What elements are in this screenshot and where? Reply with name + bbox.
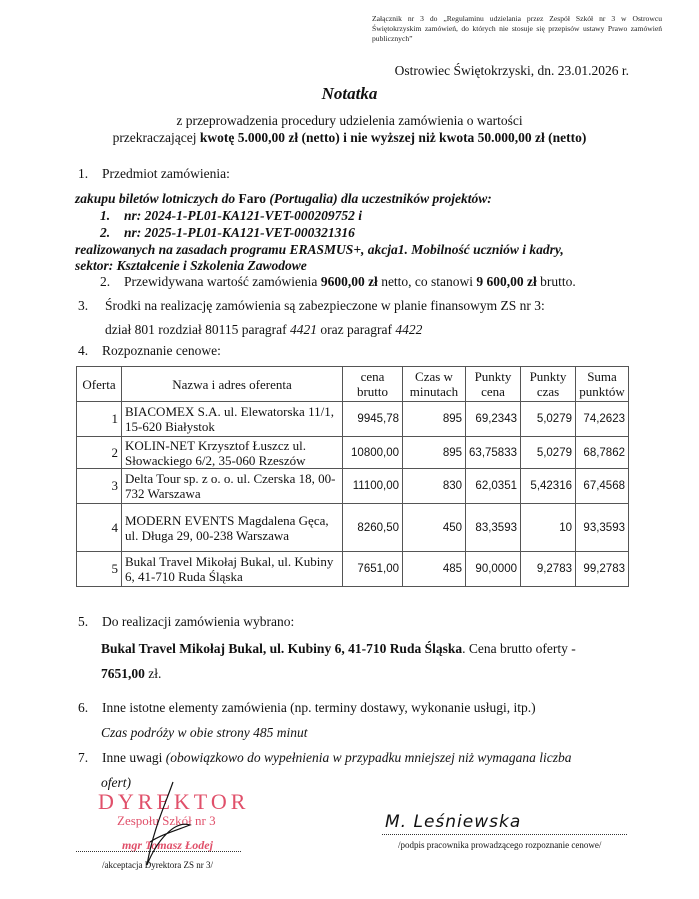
section-5-heading [78, 614, 294, 630]
offer-number: 1 [77, 402, 122, 437]
price-cell: 10800,00 [343, 437, 403, 469]
selected-offer [101, 641, 576, 657]
table-row [77, 504, 629, 552]
employee-signature-caption: /podpis pracownika prowadzącego rozpoznanie cenowe/ [398, 840, 602, 850]
gross-value: 9 600,00 zł [476, 274, 537, 289]
paragraph-code: 4421 [290, 322, 318, 337]
table-header-row [77, 367, 629, 402]
section-4-heading [78, 343, 221, 359]
table-row [77, 552, 629, 587]
project-item-2 [100, 225, 355, 241]
section-number: 2. [100, 274, 111, 289]
project-number: 1. [100, 208, 111, 223]
subtitle-prefix: przekraczającej [112, 130, 200, 145]
price-points-cell: 90,0000 [466, 552, 521, 587]
sector-line: sektor: Kształcenie i Szkolenia Zawodowe [75, 258, 307, 273]
director-stamp-school: Zespołu Szkół nr 3 [117, 813, 216, 828]
col-price-points: Punkty cena [466, 367, 521, 402]
section-3 [78, 298, 545, 314]
offer-number: 4 [77, 504, 122, 552]
price-label: . Cena brutto oferty - [462, 641, 576, 656]
table-row [77, 437, 629, 469]
document-title: Notatka [321, 84, 378, 103]
section-label: Przedmiot zamówienia: [102, 166, 230, 181]
section-number: 6. [78, 700, 89, 715]
time-cell: 450 [403, 504, 466, 552]
total-cell: 67,4568 [576, 469, 629, 504]
budget-text: dział 801 rozdział 80115 paragraf [105, 322, 291, 337]
selected-price [101, 666, 161, 682]
director-stamp-title: DYREKTOR [98, 789, 250, 814]
price-points-cell: 63,75833 [466, 437, 521, 469]
total-cell: 68,7862 [576, 437, 629, 469]
section-number: 5. [78, 614, 89, 629]
col-name: Nazwa i adres oferenta [122, 367, 343, 402]
table-row [77, 402, 629, 437]
time-cell: 830 [403, 469, 466, 504]
time-points-cell: 5,42316 [521, 469, 576, 504]
bidder-name: BIACOMEX S.A. ul. Elewatorska 11/1, 15-620 Białystok [122, 402, 343, 437]
price-points-cell: 69,2343 [466, 402, 521, 437]
bidder-name: Delta Tour sp. z o. o. ul. Czerska 18, 00-732 Warszawa [122, 469, 343, 504]
section-7-note-cont: ofert) [101, 775, 131, 790]
price-cell: 7651,00 [343, 552, 403, 587]
time-points-cell: 5,0279 [521, 402, 576, 437]
section-2 [100, 274, 576, 290]
time-cell: 895 [403, 402, 466, 437]
col-time-points: Punkty czas [521, 367, 576, 402]
subject-text: zakupu biletów lotniczych do [75, 191, 239, 206]
section-6-heading [78, 700, 536, 716]
section-number: 3. [78, 298, 89, 313]
price-comparison-table [76, 366, 629, 587]
col-offer: Oferta [77, 367, 122, 402]
order-subject [75, 191, 492, 207]
time-points-cell: 5,0279 [521, 437, 576, 469]
price-cell: 11100,00 [343, 469, 403, 504]
section-text: netto, co stanowi [377, 274, 477, 289]
destination: Faro [238, 191, 267, 206]
director-acceptance-caption: /akceptacja Dyrektora ZS nr 3/ [102, 860, 213, 870]
program-line: realizowanych na zasadach programu ERASMUS+, akcja1. Mobilność uczniów i kadry, [75, 242, 564, 257]
subtitle-line2 [0, 130, 699, 146]
signature-line-right [382, 833, 627, 835]
section-number: 4. [78, 343, 89, 358]
section-note: (obowiązkowo do wypełnienia w przypadku mniejszej niż wymagana liczba [165, 750, 572, 765]
project-item-1 [100, 208, 362, 224]
section-label: Do realizacji zamówienia wybrano: [102, 614, 295, 629]
currency: zł. [144, 666, 162, 681]
price-cell: 9945,78 [343, 402, 403, 437]
bidder-name: KOLIN-NET Krzysztof Łuszcz ul. Słowackiego 6/2, 35-060 Rzeszów [122, 437, 343, 469]
winner-name: Bukal Travel Mikołaj Bukal, ul. Kubiny 6, 41-710 Ruda Śląska [101, 641, 463, 656]
director-stamp-name: mgr Tomasz Łodej [122, 838, 213, 852]
employee-signature: M. Leśniewska [385, 812, 522, 832]
winner-price: 7651,00 [101, 666, 145, 681]
paragraph-code: 4422 [395, 322, 423, 337]
price-points-cell: 83,3593 [466, 504, 521, 552]
project-number: 2. [100, 225, 111, 240]
section-text: brutto. [536, 274, 576, 289]
col-total: Suma punktów [576, 367, 629, 402]
subtitle-amount-range: kwotę 5.000,00 zł (netto) i nie wyższej niż kwota 50.000,00 zł (netto) [199, 130, 587, 145]
offer-number: 3 [77, 469, 122, 504]
budget-text: oraz paragraf [317, 322, 396, 337]
price-cell: 8260,50 [343, 504, 403, 552]
section-number: 1. [78, 166, 89, 181]
place-date: Ostrowiec Świętokrzyski, dn. 23.01.2026 r. [394, 63, 629, 78]
section-text: Przewidywana wartość zamówienia [124, 274, 321, 289]
section-7-heading [78, 750, 571, 766]
total-cell: 74,2623 [576, 402, 629, 437]
offer-number: 5 [77, 552, 122, 587]
net-value: 9600,00 zł [320, 274, 378, 289]
budget-classification [105, 322, 422, 338]
section-label: Inne uwagi [102, 750, 166, 765]
table-row [77, 469, 629, 504]
section-label: Inne istotne elementy zamówienia (np. terminy dostawy, wykonanie usługi, itp.) [102, 700, 536, 715]
time-cell: 895 [403, 437, 466, 469]
price-points-cell: 62,0351 [466, 469, 521, 504]
project-code: nr: 2025-1-PL01-KA121-VET-000321316 [124, 225, 355, 240]
section-1-heading [78, 166, 230, 182]
time-points-cell: 9,2783 [521, 552, 576, 587]
subject-text-end: (Portugalia) dla uczestników projektów: [266, 191, 492, 206]
col-price: cena brutto [343, 367, 403, 402]
bidder-name: Bukal Travel Mikołaj Bukal, ul. Kubiny 6, 41-710 Ruda Śląska [122, 552, 343, 587]
project-code: nr: 2024-1-PL01-KA121-VET-000209752 i [124, 208, 363, 223]
section-number: 7. [78, 750, 89, 765]
section-text: Środki na realizację zamówienia są zabezpieczone w planie finansowym ZS nr 3: [105, 298, 545, 313]
handwritten-signature-icon [135, 780, 195, 870]
subtitle-line1: z przeprowadzenia procedury udzielenia zamówienia o wartości [176, 113, 523, 128]
col-time: Czas w minutach [403, 367, 466, 402]
annex-note: Załącznik nr 3 do „Regulaminu udzielania przez Zespół Szkół nr 3 w Ostrowcu Świętokrzyskim zamówień, do których nie stosuje się przepisów ustawy Prawo zamówień publicznych” [372, 14, 662, 43]
signature-line-left [76, 850, 241, 852]
section-label: Rozpoznanie cenowe: [102, 343, 221, 358]
total-cell: 99,2783 [576, 552, 629, 587]
offer-number: 2 [77, 437, 122, 469]
bidder-name: MODERN EVENTS Magdalena Gęca, ul. Długa 29, 00-238 Warszawa [122, 504, 343, 552]
travel-time-note: Czas podróży w obie strony 485 minut [101, 725, 308, 740]
total-cell: 93,3593 [576, 504, 629, 552]
time-points-cell: 10 [521, 504, 576, 552]
time-cell: 485 [403, 552, 466, 587]
